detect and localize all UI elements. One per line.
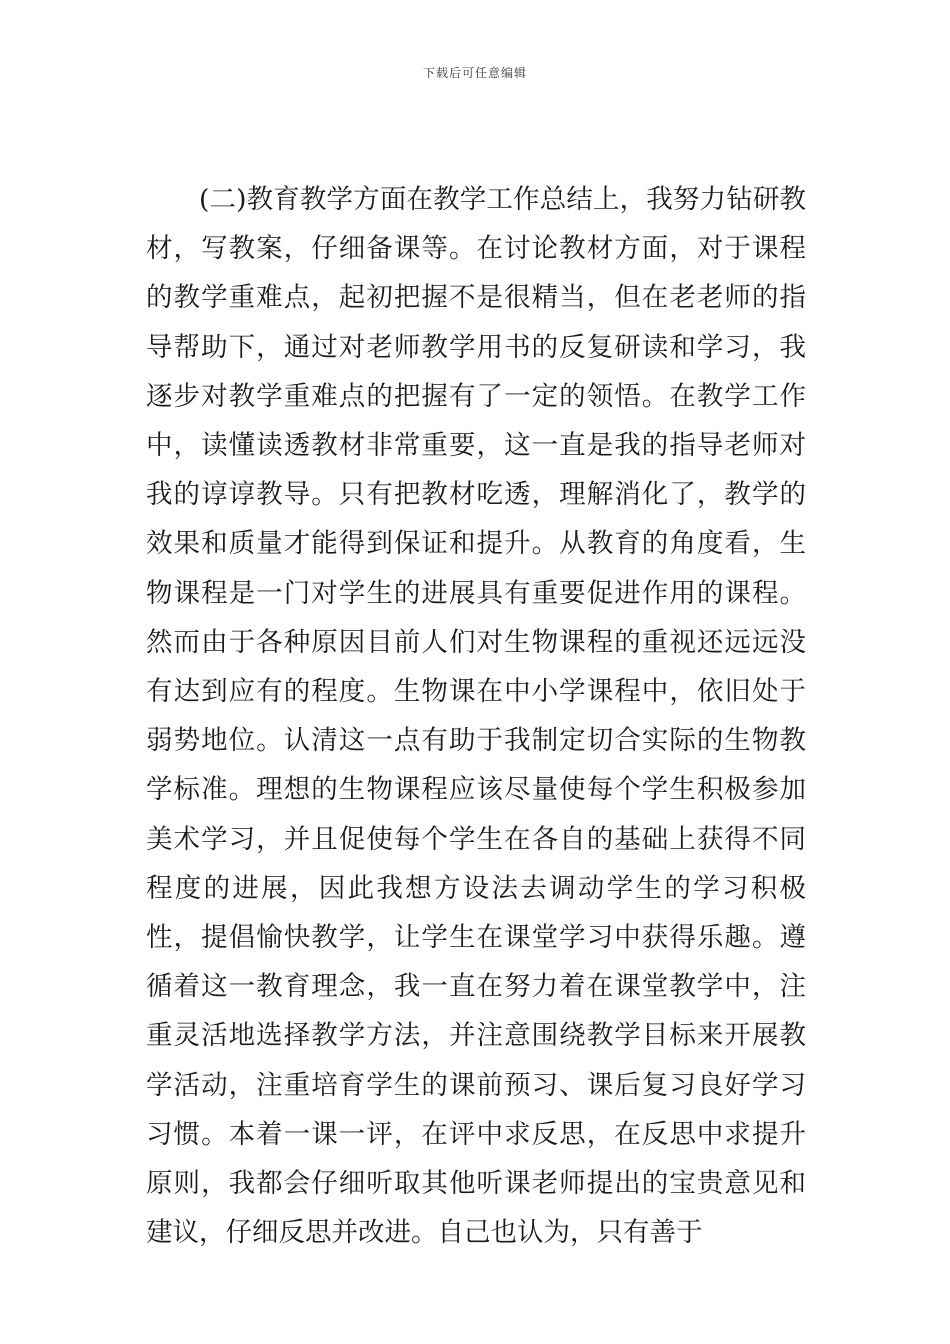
body-paragraph: (二)教育教学方面在教学工作总结上，我努力钻研教材，写教案，仔细备课等。在讨论教材方面，对于课程的教学重难点，起初把握不是很精当，但在老老师的指导帮助下，通过对老师教学用书的反复研读和学习，我逐步对教学重难点的把握有了一定的领悟。在教学工作中，读懂读透教材非常重要，这一直是我的指导老师对我的谆谆教导。只有把教材吃透，理解消化了，教学的效果和质量才能得到保证和提升。从教育的角度看，生物课程是一门对学生的进展具有重要促进作用的课程。然而由于各种原因目前人们对生物课程的重视还远远没有达到应有的程度。生物课在中小学课程中，依旧处于弱势地位。认清这一点有助于我制定切合实际的生物教学标准。理想的生物课程应该尽量使每个学生积极参加美术学习，并且促使每个学生在各自的基础上获得不同程度的进展，因此我想方设法去调动学生的学习积极性，提倡愉快教学，让学生在课堂学习中获得乐趣。遵循着这一教育理念，我一直在努力着在课堂教学中，注重灵活地选择教学方法，并注意围绕教学目标来开展教学活动，注重培育学生的课前预习、课后复习良好学习习惯。本着一课一评，在评中求反思，在反思中求提升原则，我都会仔细听取其他听课老师提出的宝贵意见和建议，仔细反思并改进。自己也认为，只有善于 [146,184,806,1249]
page-header: 下载后可任意编辑 [422,66,527,80]
